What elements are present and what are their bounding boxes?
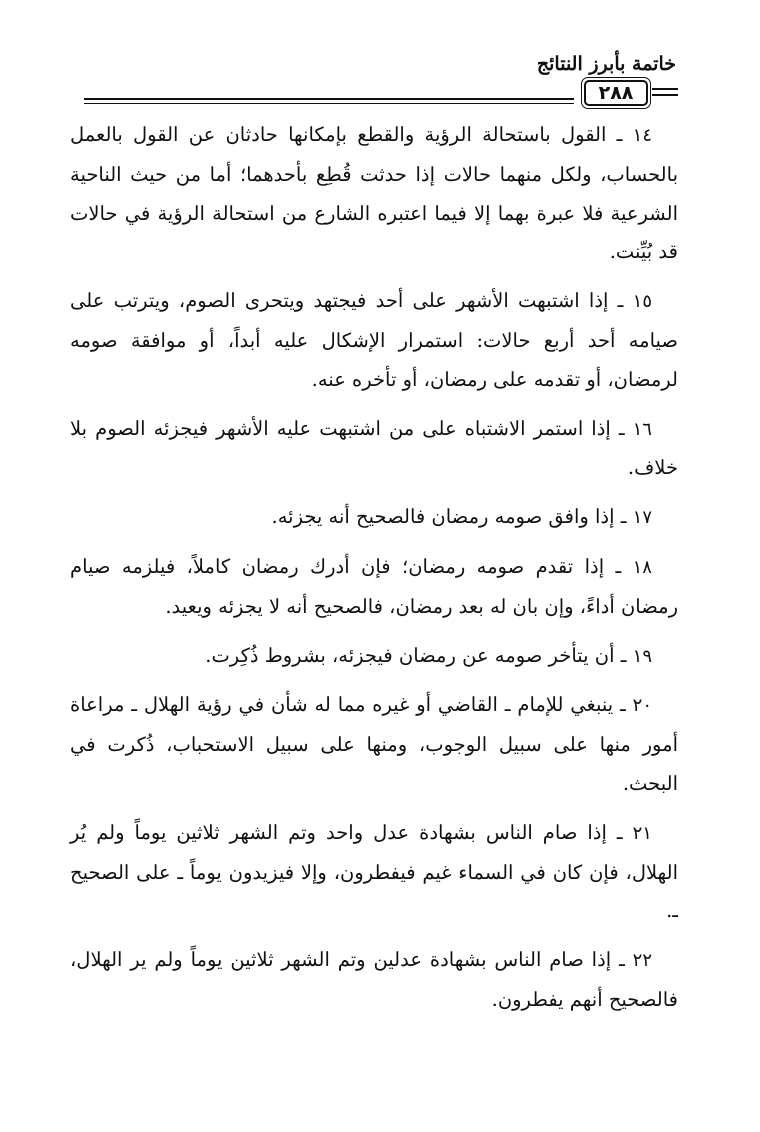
paragraph-text: إذا صام الناس بشهادة عدل واحد وتم الشهر ثلاثين يوماً ولم يُر الهلال، فإن كان في السماء غيم فيفطرون، وإلا فيزيدون يوماً ـ على الصحيح ـ. xyxy=(70,820,678,923)
paragraph-14: ١٤ ـ القول باستحالة الرؤية والقطع بإمكانها حادثان عن القول بالعمل بالحساب، ولكل منهما حالات إذا حدثت قُطِع بأحدهما؛ أما من حيث الناحية الشرعية فلا عبرة بهما إلا فيما اعتبره الشارع من استحالة الرؤية في حالات قد بُيِّنت. xyxy=(70,123,678,264)
paragraph-20: ٢٠ ـ ينبغي للإمام ـ القاضي أو غيره مما له شأن في رؤية الهلال ـ مراعاة أمور منها على سبيل الوجوب، ومنها على سبيل الاستحباب، ذُكرت في البحث. xyxy=(70,693,678,795)
paragraph-15: ١٥ ـ إذا اشتبهت الأشهر على أحد فيجتهد ويتحرى الصوم، ويترتب على صيامه أحد أربع حالات: استمرار الإشكال عليه أبداً، أو موافقة صومه لرمضان، أو تقدمه على رمضان، أو تأخره عنه. xyxy=(70,289,678,391)
paragraph-number: ١٤ xyxy=(632,125,652,146)
paragraph-text: القول باستحالة الرؤية والقطع بإمكانها حادثان عن القول بالعمل بالحساب، ولكل منهما حالات إذا حدثت قُطِع بأحدهما؛ أما من حيث الناحية الشرعية فلا عبرة بهما إلا فيما اعتبره الشارع من استحالة الرؤية في حالات قد بُيِّنت. xyxy=(70,123,678,264)
paragraph-17: ١٧ ـ إذا وافق صومه رمضان فالصحيح أنه يجزئه. xyxy=(271,505,652,529)
paragraph-number: ١٦ xyxy=(632,418,652,440)
page-number-frame xyxy=(580,76,680,110)
paragraph-22: ٢٢ ـ إذا صام الناس بشهادة عدلين وتم الشهر ثلاثين يوماً ولم ير الهلال، فالصحيح أنهم يفطرون. xyxy=(70,948,678,1011)
main-text xyxy=(70,116,678,1030)
paragraph-text: إذا وافق صومه رمضان فالصحيح أنه يجزئه. xyxy=(271,505,615,529)
paragraph-16: ١٦ ـ إذا استمر الاشتباه على من اشتبهت عليه الأشهر فيجزئه الصوم بلا خلاف. xyxy=(70,416,678,480)
paragraph-text: ينبغي للإمام ـ القاضي أو غيره مما له شأن في رؤية الهلال ـ مراعاة أمور منها على سبيل الوجوب، ومنها على سبيل الاستحباب، ذُكرت في البحث. xyxy=(70,693,678,795)
paragraph-number: ١٨ xyxy=(632,556,652,578)
paragraph-text: إذا تقدم صومه رمضان؛ فإن أدرك رمضان كاملاً، فيلزمه صيام رمضان أداءً، وإن بان له بعد رمضان، فالصحيح أنه لا يجزئه ويعيد. xyxy=(70,554,678,618)
paragraph-number: ٢١ xyxy=(632,822,652,844)
paragraph-21: ٢١ ـ إذا صام الناس بشهادة عدل واحد وتم الشهر ثلاثين يوماً ولم يُر الهلال، فإن كان في السماء غيم فيفطرون، وإلا فيزيدون يوماً ـ على الصحيح ـ. xyxy=(70,820,678,923)
paragraph-number: ٢٢ xyxy=(632,950,652,972)
paragraph-text: أن يتأخر صومه عن رمضان فيجزئه، بشروط ذُكِرت. xyxy=(205,643,615,667)
paragraph-text: إذا اشتبهت الأشهر على أحد فيجتهد ويتحرى الصوم، ويترتب على صيامه أحد أربع حالات: استمرار الإشكال عليه أبداً، أو موافقة صومه لرمضان، أو تقدمه على رمضان، أو تأخره عنه. xyxy=(70,289,678,391)
paragraph-number: ١٥ xyxy=(632,291,652,313)
paragraph-text: إذا استمر الاشتباه على من اشتبهت عليه الأشهر فيجزئه الصوم بلا خلاف. xyxy=(70,416,678,480)
paragraph-number: ٢٠ xyxy=(632,695,652,717)
paragraph-number: ١٧ xyxy=(632,507,652,529)
page-number: ٢٨٨ xyxy=(584,80,648,106)
header-rule xyxy=(84,98,574,100)
page-number-rule xyxy=(652,88,678,90)
paragraph-18: ١٨ ـ إذا تقدم صومه رمضان؛ فإن أدرك رمضان كاملاً، فيلزمه صيام رمضان أداءً، وإن بان له بعد رمضان، فالصحيح أنه لا يجزئه ويعيد. xyxy=(70,554,678,618)
running-title: خاتمة بأبرز النتائج xyxy=(536,53,676,75)
paragraph-19: ١٩ ـ أن يتأخر صومه عن رمضان فيجزئه، بشروط ذُكِرت. xyxy=(205,643,652,667)
page-number-rule xyxy=(652,94,678,96)
paragraph-text: إذا صام الناس بشهادة عدلين وتم الشهر ثلاثين يوماً ولم ير الهلال، فالصحيح أنهم يفطرون. xyxy=(70,948,678,1011)
paragraph-number: ١٩ xyxy=(632,645,652,667)
